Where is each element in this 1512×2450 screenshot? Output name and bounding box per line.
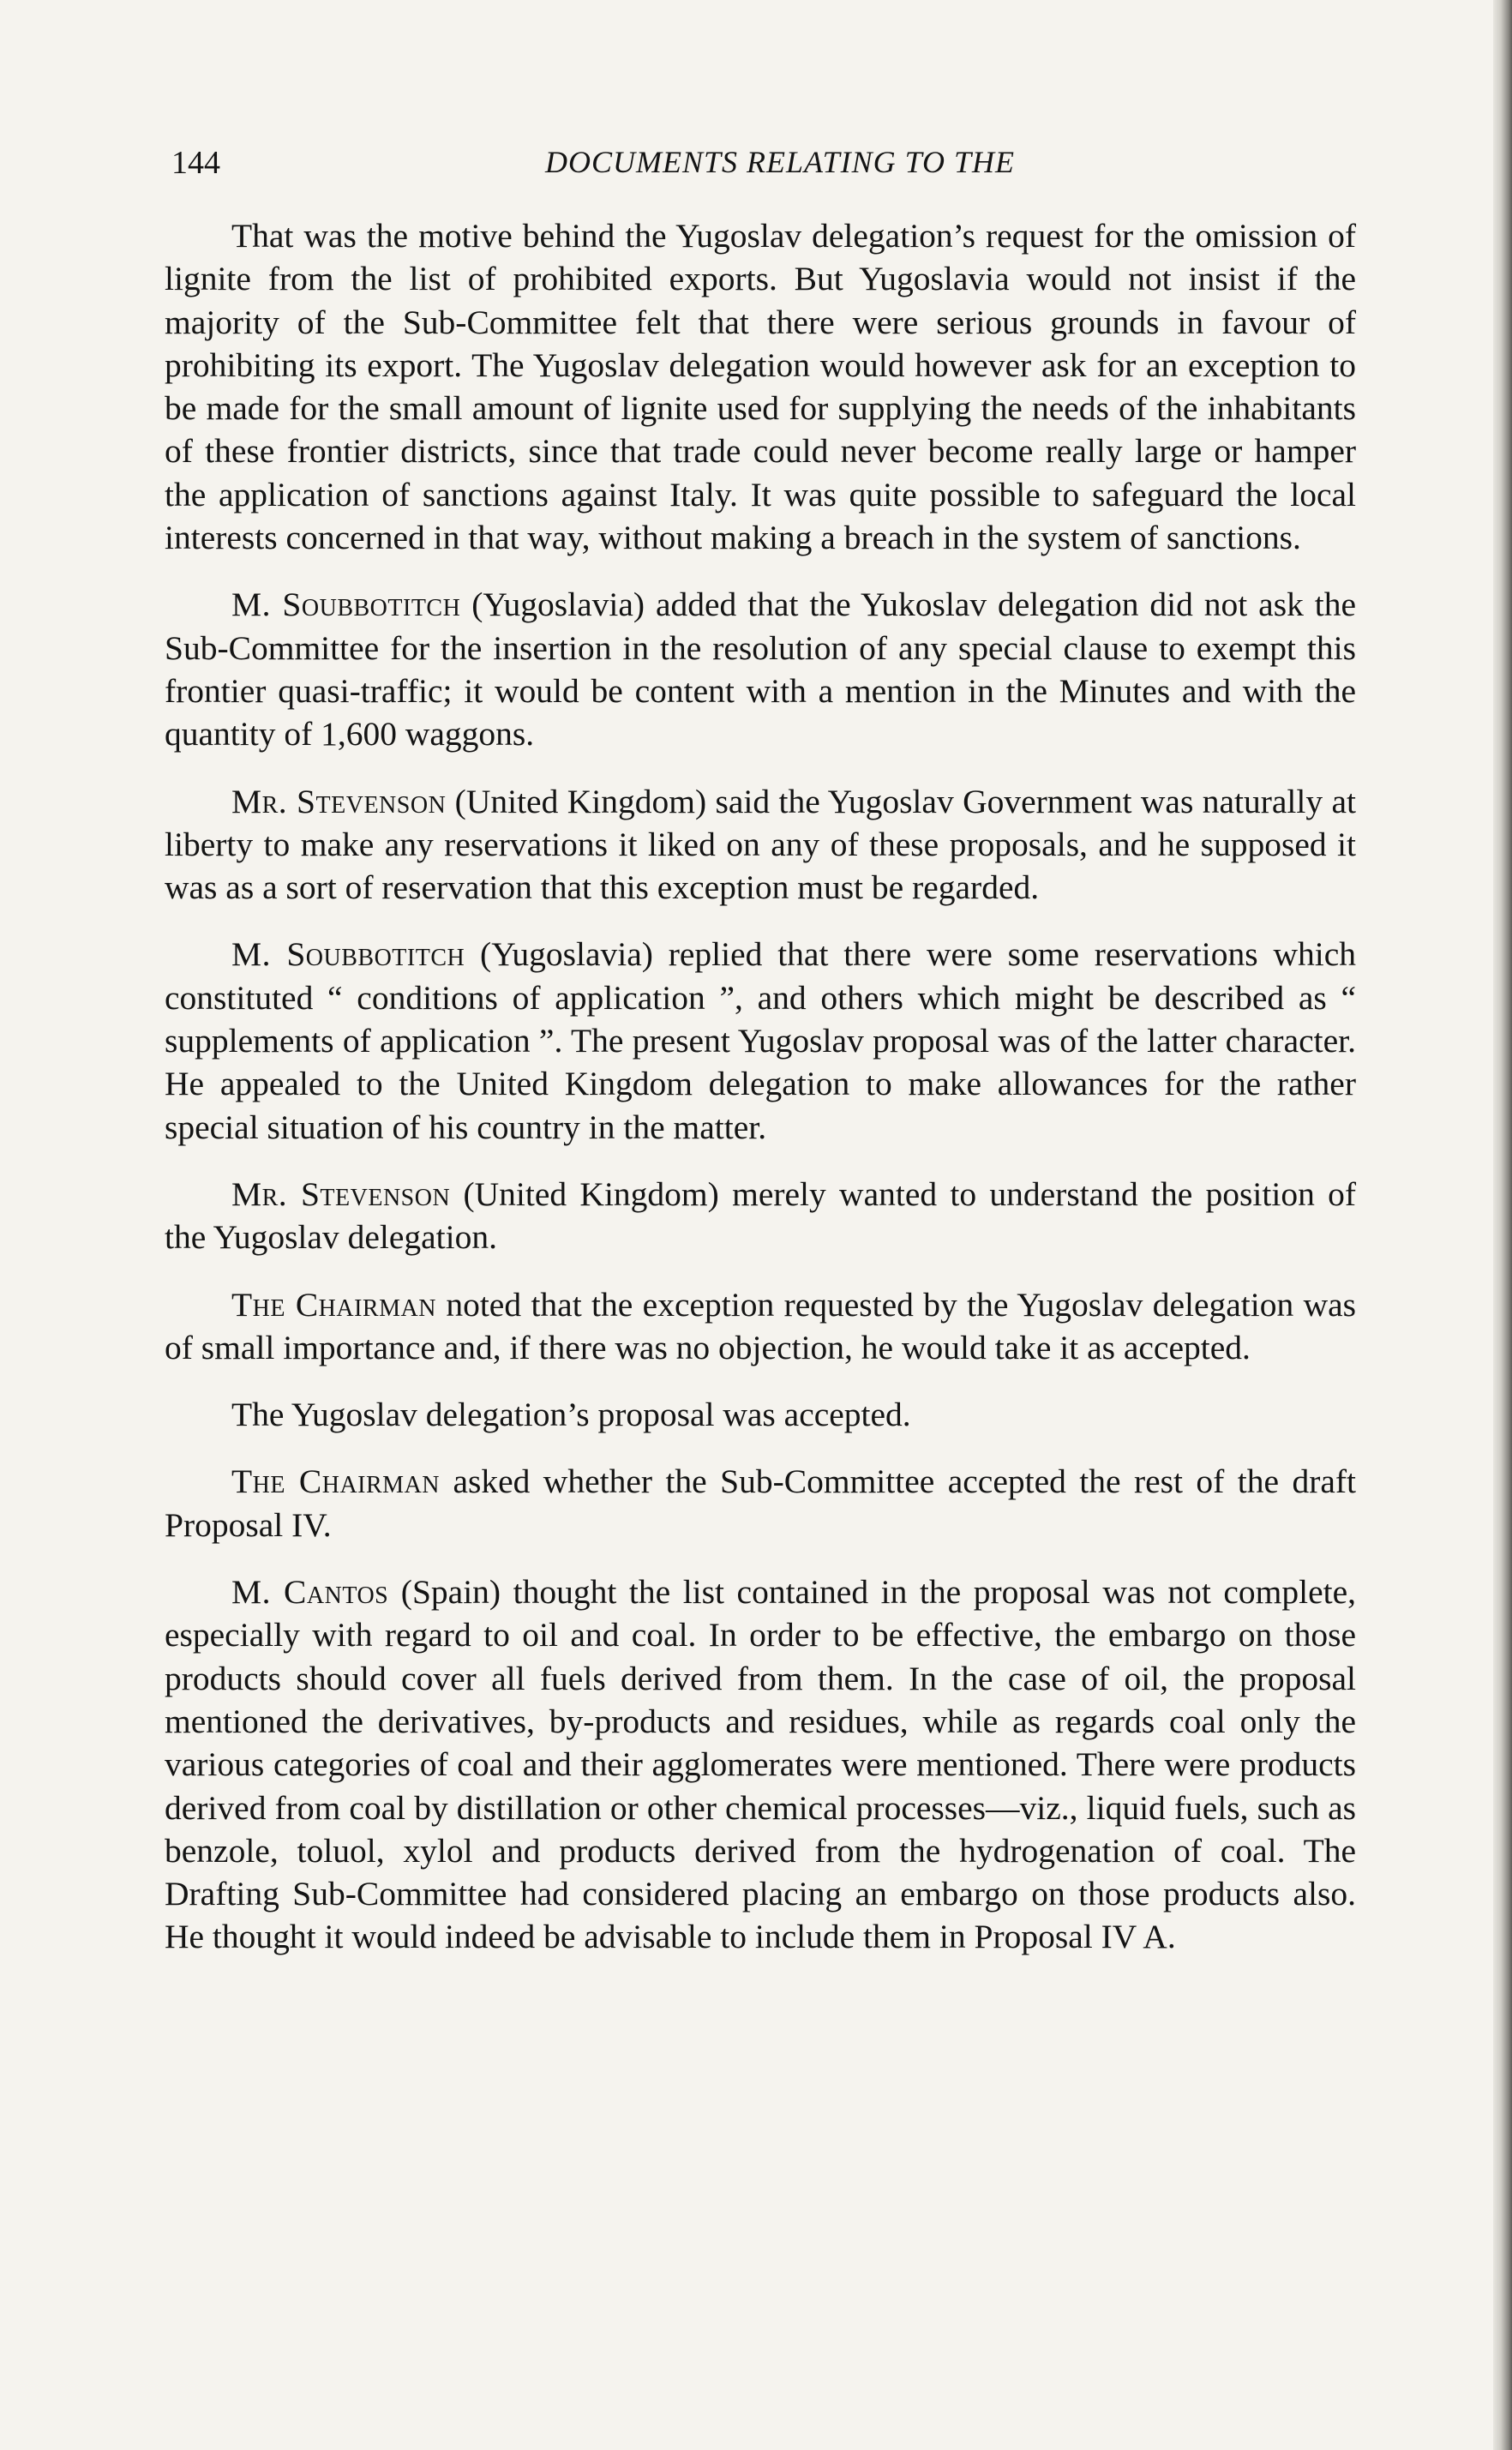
paragraph [165,583,1356,755]
paragraph-text: (United Kingdom) merely wanted to understand the position of the Yugoslav delegation. [165,1174,1357,1257]
speaker-name: M. Cantos [231,1573,389,1612]
paragraph [165,1393,1356,1436]
running-head: DOCUMENTS RELATING TO THE [544,145,1016,179]
paragraph-text: That was the motive behind the Yugoslav delegation’s request for the omission of lignite from the list of prohibited exports. But Yugoslavia would not insist if the majority of the Sub-Committee felt that there were serious grounds in favour of prohibiting its export. The Yugoslav delegation would however ask for an exception to be made for the small amount of lignite used for supplying the needs of the inhabitants of these frontier districts, since that trade could never become really large or hamper the application of sanctions against Italy. It was quite possible to safeguard the local interests concerned in that way, without making a breach in the system of sanctions. [165,217,1356,557]
paragraph-text: asked whether the Sub-Committee accepted the rest of the draft Proposal IV. [165,1462,1357,1544]
paragraph [165,1460,1356,1546]
speaker-name: Mr. Stevenson [231,1174,451,1213]
speaker-name: M. Soubbotitch [231,935,465,974]
paragraph [165,214,1356,559]
speaker-name: M. Soubbotitch [231,585,461,624]
paragraph [165,1283,1356,1370]
paragraph [165,1570,1356,1959]
body-text [165,214,1356,1983]
speaker-name: The Chairman [231,1462,441,1501]
page-number: 144 [171,145,220,181]
paragraph-text: (United Kingdom) said the Yugoslav Government was naturally at liberty to make any reservations it liked on any of these proposals, and he supposed it was as a sort of reservation that this exception must be regarded. [165,782,1356,907]
paragraph [165,933,1356,1148]
paragraph [165,780,1356,910]
paragraph-text: (Yugoslavia) added that the Yukoslav delegation did not ask the Sub-Committee for the insertion in the resolution of any special clause to exempt this frontier quasi-traffic; it would be content with a mention in the Minutes and with the quantity of 1,600 waggons. [165,585,1356,754]
page-binding-edge [1493,0,1512,2450]
paragraph-text: The Yugoslav delegation’s proposal was accepted. [231,1396,911,1434]
speaker-name: Mr. Stevenson [231,782,447,820]
paragraph-text: (Spain) thought the list contained in the proposal was not complete, especially with regard to oil and coal. In order to be effective, the embargo on those products should cover all fuels derived from them. In the case of oil, the proposal mentioned the derivatives, by-products and residues, while as regards coal only the various categories of coal and their agglomerates were mentioned. There were products derived from coal by distillation or other chemical processes—viz., liquid fuels, such as benzole, toluol, xylol and products derived from the hydrogenation of coal. The Drafting Sub-Committee had considered placing an embargo on those products also. He thought it would indeed be advisable to include them in Proposal IV A. [165,1573,1356,1956]
page-header [171,144,1354,195]
paragraph [165,1173,1356,1259]
speaker-name: The Chairman [231,1285,436,1324]
paragraph-text: noted that the exception requested by the Yugoslav delegation was of small importance and, if there was no objection, he would take it as accepted. [165,1285,1357,1366]
paragraph-text: (Yugoslavia) replied that there were some reservations which constituted “ conditions of application ”, and others which might be described as “ supplements of application ”. The present Yugoslav proposal was of the latter character. He appealed to the United Kingdom delegation to make allowances for the rather special situation of his country in the matter. [165,935,1356,1146]
